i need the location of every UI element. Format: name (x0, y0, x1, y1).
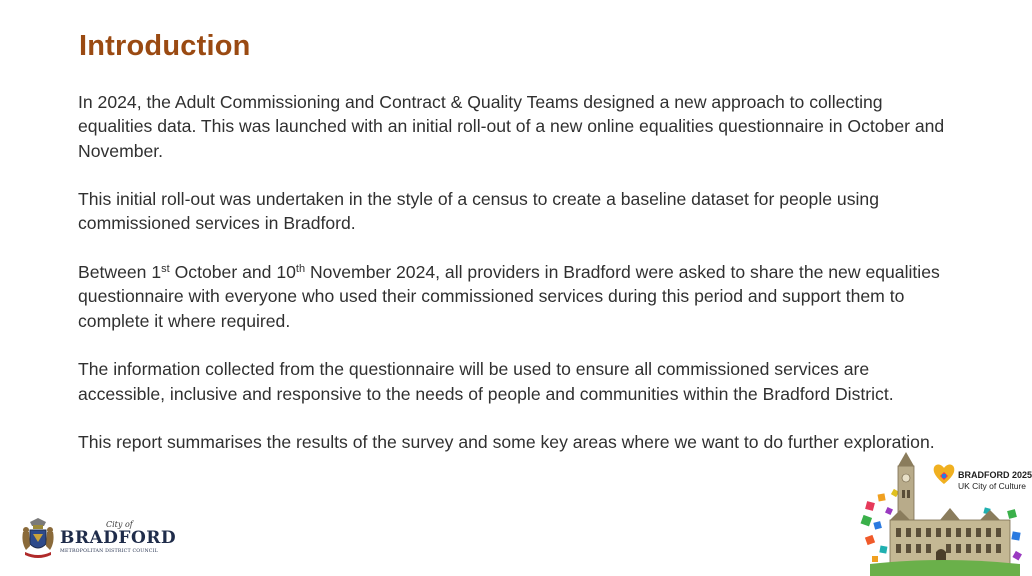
council-wordmark (60, 520, 200, 555)
council-subtitle: METROPOLITAN DISTRICT COUNCIL (60, 549, 158, 554)
body-text (78, 90, 958, 479)
paragraph-rollout: This initial roll-out was undertaken in the style of a census to create a baseline dataset for people using commissioned services in Bradford. (78, 189, 879, 234)
paragraph-period (78, 260, 958, 333)
council-prefix: City of (106, 520, 133, 529)
culture-badge (860, 450, 1032, 576)
period-text-2: October and 10 (169, 262, 296, 283)
paragraph-report: This report summarises the results of the survey and some key areas where we want to do further exploration. (78, 432, 935, 453)
paragraph-purpose: The information collected from the questionnaire will be used to ensure all commissioned services are accessible, inclusive and responsive to the needs of people and communities within the Bradford District. (78, 359, 894, 404)
ordinal-suffix-th: th (295, 263, 306, 276)
council-logo (20, 516, 190, 562)
culture-badge-title: BRADFORD 2025 (958, 470, 1032, 480)
city-hall-illustration (860, 450, 1027, 576)
paragraph-approach: In 2024, the Adult Commissioning and Contract & Quality Teams designed a new approach to collecting equalities data. This was launched with an initial roll-out of a new online equalities questionnaire in October and November. (78, 92, 945, 161)
coat-of-arms-icon (20, 516, 56, 560)
culture-badge-subtitle: UK City of Culture (958, 481, 1027, 491)
page-title: Introduction (79, 30, 251, 62)
period-text-3: November 2024, all providers in Bradford were asked to share the new equalities questionnaire with everyone who used their commissioned services during this period and support them to complete it where required. (78, 262, 940, 331)
bradford-2025-heart-icon (934, 465, 955, 484)
period-text-1: Between 1 (78, 262, 162, 283)
council-name: BRADFORD (60, 528, 177, 548)
ordinal-suffix-st: st (161, 263, 170, 276)
